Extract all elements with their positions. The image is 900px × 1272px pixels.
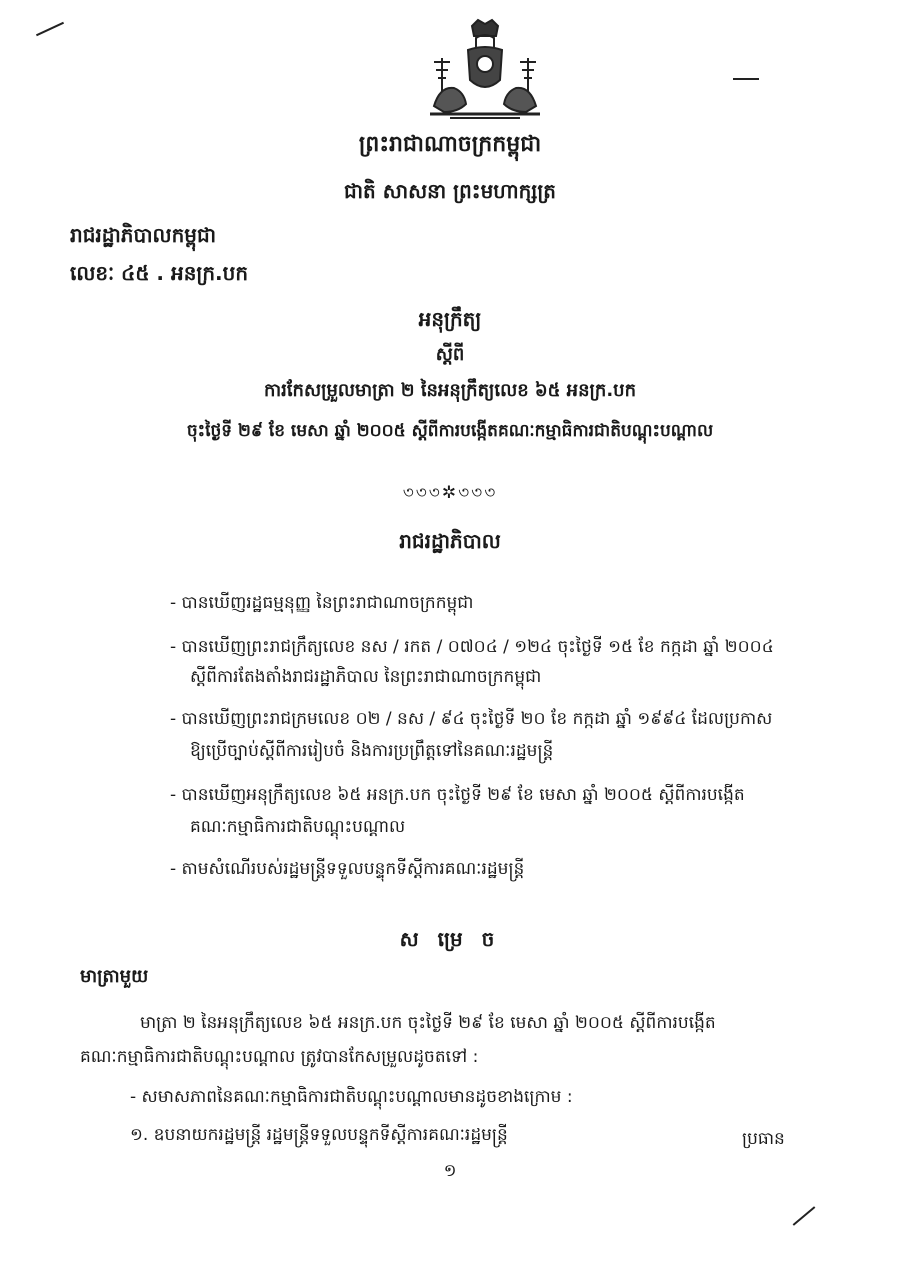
margin-scribble (36, 22, 64, 36)
preamble-item: - បានឃើញព្រះរាជក្រឹត្យលេខ នស / រកត / ០៧០៤ / ១២៤ ចុះថ្ងៃទី ១៥ ខែ កក្កដា ឆ្នាំ ២០០៤ (170, 637, 774, 657)
preamble-item: - តាមសំណើរបស់រដ្ឋមន្ត្រីទទួលបន្ទុកទីស្តីការគណៈរដ្ឋមន្ត្រី (170, 859, 525, 879)
article-paragraph-line: គណៈកម្មាធិការជាតិបណ្តុះបណ្តាល ត្រូវបានកែសម្រួលដូចតទៅ : (80, 1047, 479, 1067)
decree-subject-label: ស្តីពី (435, 344, 465, 365)
royal-coat-of-arms-icon (420, 18, 550, 123)
document-number: លេខៈ ៤៥ . អនក្រ.បក (70, 261, 249, 285)
government-heading: រាជរដ្ឋាភិបាល (399, 529, 501, 553)
preamble-item-continued: គណៈកម្មាធិការជាតិបណ្តុះបណ្តាល (190, 817, 406, 837)
member-role: ប្រធាន (742, 1129, 785, 1149)
preamble-item: - បានឃើញព្រះរាជក្រមលេខ ០២ / នស / ៩៤ ចុះថ្ងៃទី ២០ ខែ កក្កដា ឆ្នាំ ១៩៩៤ ដែលប្រកាស (170, 709, 773, 729)
preamble-item-continued: ស្តីពីការតែងតាំងរាជរដ្ឋាភិបាល នៃព្រះរាជាណាចក្រកម្ពុជា (190, 667, 542, 687)
decision-heading: ស ម្រេ ច (399, 927, 501, 951)
preamble-item-continued: ឱ្យប្រើច្បាប់ស្តីពីការរៀបចំ និងការប្រព្រឹត្តទៅនៃគណៈរដ្ឋមន្ត្រី (190, 741, 554, 761)
ornament-divider: ৩৩৩✲৩৩৩ (402, 483, 498, 503)
preamble-item: - បានឃើញអនុក្រឹត្យលេខ ៦៥ អនក្រ.បក ចុះថ្ងៃទី ២៩ ខែ មេសា ឆ្នាំ ២០០៥ ស្តីពីការបង្កើត (170, 785, 745, 805)
member-item: ១. ឧបនាយករដ្ឋមន្ត្រី រដ្ឋមន្ត្រីទទួលបន្ទុកទីស្តីការគណៈរដ្ឋមន្ត្រី (130, 1125, 508, 1145)
decree-subject-line2: ចុះថ្ងៃទី ២៩ ខែ មេសា ឆ្នាំ ២០០៥ ស្តីពីការបង្កើតគណៈកម្មាធិការជាតិបណ្តុះបណ្តាល (186, 421, 714, 441)
decree-title: អនុក្រឹត្យ (418, 307, 482, 331)
decree-subject-line1: ការកែសម្រួលមាត្រា ២ នៃអនុក្រឹត្យលេខ ៦៥ អនក្រ.បក (263, 380, 637, 401)
margin-dash (733, 78, 759, 80)
article-heading: មាត្រាមួយ (80, 966, 149, 987)
preamble-item: - បានឃើញរដ្ឋធម្មនុញ្ញ នៃព្រះរាជាណាចក្រកម្ពុជា (170, 593, 474, 613)
article-paragraph-line: មាត្រា ២ នៃអនុក្រឹត្យលេខ ៦៥ អនក្រ.បក ចុះថ្ងៃទី ២៩ ខែ មេសា ឆ្នាំ ២០០៥ ស្តីពីការបង្កើត (140, 1013, 716, 1033)
national-motto: ជាតិ សាសនា ព្រះមហាក្សត្រ (344, 179, 556, 203)
issuer-name: រាជរដ្ឋាភិបាលកម្ពុជា (70, 223, 216, 247)
margin-scribble (793, 1206, 816, 1226)
article-bullet: - សមាសភាពនៃគណៈកម្មាធិការជាតិបណ្តុះបណ្តាលមានដូចខាងក្រោម : (130, 1087, 573, 1107)
kingdom-heading: ព្រះរាជាណាចក្រកម្ពុជា (358, 132, 542, 157)
page-number: ១ (443, 1161, 457, 1181)
